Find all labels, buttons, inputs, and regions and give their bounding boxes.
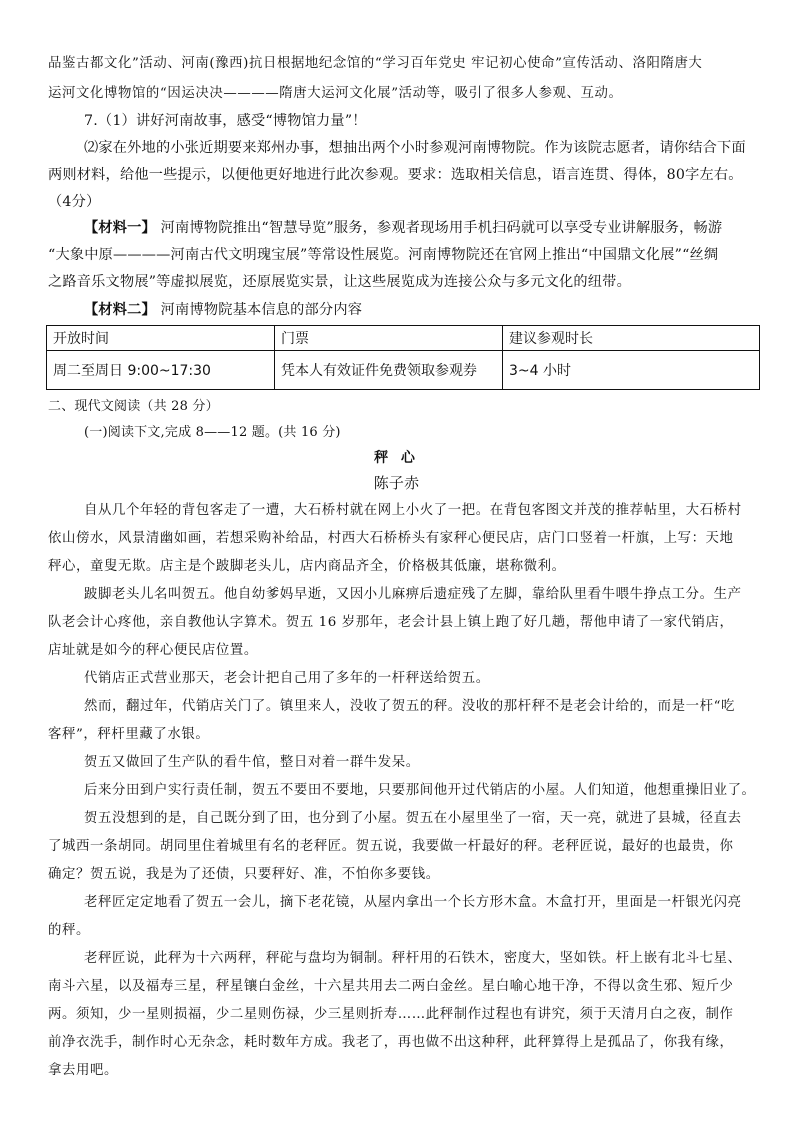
article-line: 南斗六星，以及福寿三星，秤星镶白金丝，十六星共用去二两白金丝。星白喻心地干净，不得以贪生邪、短斤少 bbox=[48, 979, 734, 994]
info-table bbox=[46, 325, 760, 390]
article-line: 前净衣洗手，制作时心无杂念，耗时数年方成。我老了，再也做不出这种秤，此秤算得上是孤品了，你我有缘， bbox=[48, 1035, 734, 1050]
question-7-part-1: 7.（1）讲好河南故事，感受“博物馆力量”！ bbox=[84, 113, 367, 129]
cell-ticket: 凭本人有效证件免费领取参观券 bbox=[275, 351, 503, 390]
table-header-row bbox=[47, 326, 760, 351]
article-line: 然而，翻过年，代销店关门了。镇里来人，没收了贺五的秤。没收的那杆秤不是老会计给的，而是一杆“吃 bbox=[84, 699, 736, 714]
header-ticket: 门票 bbox=[275, 326, 503, 351]
material-1-line-1 bbox=[84, 217, 722, 237]
article-line: 老秤匠定定地看了贺五一会儿，摘下老花镜，从屋内拿出一个长方形木盒。木盒打开，里面是一杆银光闪亮 bbox=[84, 895, 742, 910]
article-author: 陈子赤 bbox=[373, 474, 420, 492]
article-line: 后来分田到户实行责任制，贺五不要田不要地，只要那间他开过代销店的小屋。人们知道，他想重操旧业了。 bbox=[84, 783, 756, 798]
material-1-text-1: 河南博物院推出“智慧导览”服务，参观者现场用手机扫码就可以享受专业讲解服务，畅游 bbox=[160, 220, 723, 236]
header-suggested-duration: 建议参观时长 bbox=[503, 326, 760, 351]
material-2-text: 河南博物院基本信息的部分内容 bbox=[160, 302, 363, 318]
article-line: 秤心，童叟无欺。店主是个跛脚老头儿，店内商品齐全，价格极其低廉，堪称微利。 bbox=[48, 559, 566, 574]
article-line: 两。须知，少一星则损福，少二星则伤禄，少三星则折寿……此秤制作过程也有讲究，须于天清月白之夜，制作 bbox=[48, 1007, 734, 1022]
article-title: 秤 心 bbox=[374, 450, 419, 466]
material-1-label: 【材料一】 bbox=[84, 220, 156, 236]
table-row bbox=[47, 351, 760, 390]
material-1-line-3: 之路音乐文物展”等虚拟展览，还原展览实景，让这些展览成为连接公众与多元文化的纽带。 bbox=[48, 274, 631, 290]
article-line: 贺五又做回了生产队的看牛倌，整日对着一群牛发呆。 bbox=[84, 755, 420, 770]
article-line: 客秤”，秤杆里藏了水银。 bbox=[48, 727, 210, 742]
header-opening-hours: 开放时间 bbox=[47, 326, 275, 351]
section-2-heading: 二、现代文阅读（共 28 分） bbox=[48, 399, 219, 414]
article-line: 店址就是如今的秤心便民店位置。 bbox=[48, 643, 258, 658]
question-7-part-2-line-2: 两则材料，给他一些提示，以便他更好地进行此次参观。要求：选取相关信息，语言连贯、得体，80字左右。 bbox=[48, 167, 743, 183]
material-1-line-2: “大象中原————河南古代文明瑰宝展”等常设性展览。河南博物院还在官网上推出“中国鼎文化展”“丝绸 bbox=[48, 247, 719, 263]
article-line: 拿去用吧。 bbox=[48, 1063, 118, 1078]
article-line: 确定？贺五说，我是为了还债，只要秤好、准，不怕你多要钱。 bbox=[48, 867, 440, 882]
article-line: 跛脚老头儿名叫贺五。他自幼爹妈早逝，又因小儿麻痹后遗症残了左脚，靠给队里看牛喂牛挣点工分。生产 bbox=[84, 587, 742, 602]
article-line: 自从几个年轻的背包客走了一遭，大石桥村就在网上小火了一把。在背包客图文并茂的推荐帖里，大石桥村 bbox=[84, 503, 742, 518]
article-line: 的秤。 bbox=[48, 923, 90, 938]
material-2-line bbox=[84, 299, 362, 319]
article-line: 队老会计心疼他，亲自教他认字算术。贺五 16 岁那年，老会计县上镇上跑了好几趟，帮他申请了一家代销店， bbox=[48, 615, 734, 630]
material-2-label: 【材料二】 bbox=[84, 302, 156, 318]
question-7-part-2-line-1: ⑵家在外地的小张近期要来郑州办事，想抽出两个小时参观河南博物院。作为该院志愿者，请你结合下面 bbox=[84, 140, 746, 156]
article-line: 老秤匠说，此秤为十六两秤，秤砣与盘均为铜制。秤杆用的石铁木，密度大，坚如铁。杆上嵌有北斗七星、 bbox=[84, 951, 742, 966]
question-7-part-2-line-3: （4分） bbox=[48, 194, 101, 210]
cell-suggested-duration: 3~4 小时 bbox=[503, 351, 760, 390]
article-line: 了城西一条胡同。胡同里住着城里有名的老秤匠。贺五说，我要做一杆最好的秤。老秤匠说，最好的也最贵，你 bbox=[48, 839, 734, 854]
intro-line-2: 运河文化博物馆的“因运决决————隋唐大运河文化展”活动等，吸引了很多人参观、互动。 bbox=[48, 86, 623, 101]
article-line: 代销店正式营业那天，老会计把自己用了多年的一杆秤送给贺五。 bbox=[84, 671, 490, 686]
section-2-sub: (一)阅读下文,完成 8——12 题。(共 16 分) bbox=[84, 425, 341, 440]
cell-opening-hours: 周二至周日 9:00~17:30 bbox=[47, 351, 275, 390]
article-line: 贺五没想到的是，自己既分到了田，也分到了小屋。贺五在小屋里坐了一宿，天一亮，就进了县城，径直去 bbox=[84, 811, 742, 826]
article-line: 依山傍水，风景清幽如画，若想采购补给品，村西大石桥桥头有家秤心便民店，店门口竖着一杆旗，上写：天地 bbox=[48, 531, 734, 546]
intro-line-1: 品鉴古都文化”活动、河南(豫西)抗日根据地纪念馆的“学习百年党史 牢记初心使命”宣传活动、洛阳隋唐大 bbox=[48, 56, 703, 71]
